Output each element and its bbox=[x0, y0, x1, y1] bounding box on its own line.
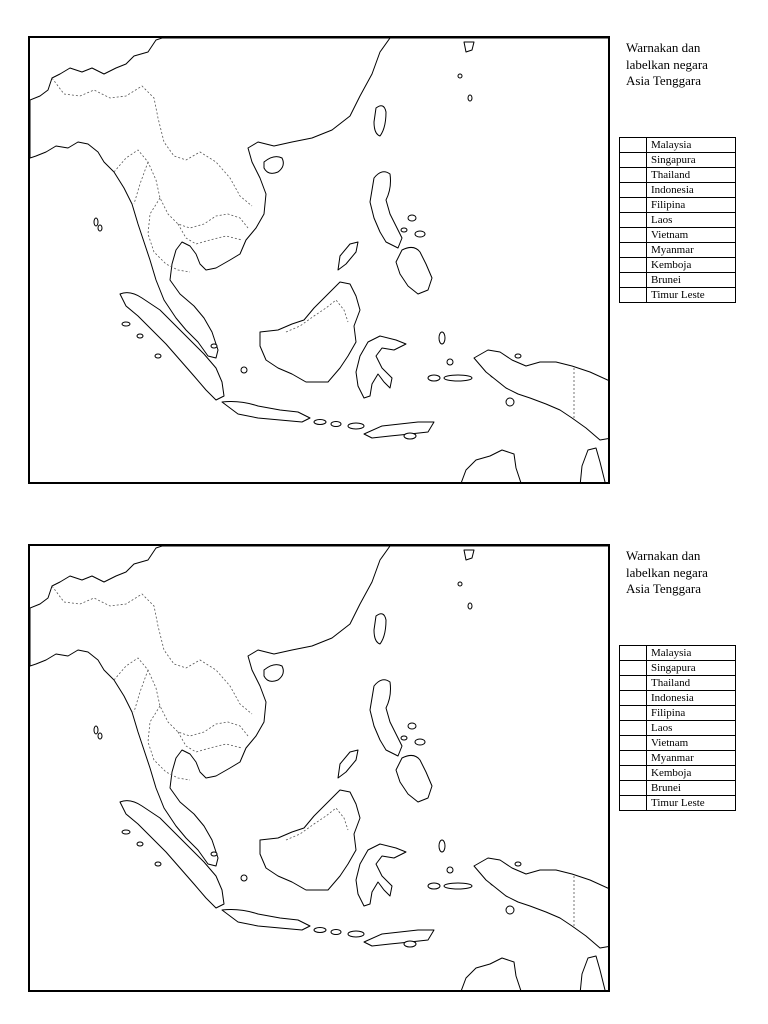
colour-box bbox=[620, 138, 647, 153]
country-name: Filipina bbox=[647, 706, 736, 721]
country-name: Malaysia bbox=[647, 646, 736, 661]
map-frame bbox=[28, 544, 610, 992]
country-name: Brunei bbox=[647, 273, 736, 288]
colour-box bbox=[620, 243, 647, 258]
table-row bbox=[620, 138, 736, 153]
worksheet-1 bbox=[0, 36, 768, 496]
table-row bbox=[620, 153, 736, 168]
instruction-text: Warnakan dan labelkan negara Asia Tenggara bbox=[626, 40, 708, 88]
country-label-table bbox=[619, 137, 736, 303]
colour-box bbox=[620, 691, 647, 706]
country-name: Indonesia bbox=[647, 691, 736, 706]
table-row bbox=[620, 766, 736, 781]
country-name: Thailand bbox=[647, 168, 736, 183]
table-row bbox=[620, 736, 736, 751]
table-row bbox=[620, 721, 736, 736]
colour-box bbox=[620, 661, 647, 676]
country-name: Kemboja bbox=[647, 258, 736, 273]
colour-box bbox=[620, 153, 647, 168]
country-name: Brunei bbox=[647, 781, 736, 796]
table-row bbox=[620, 676, 736, 691]
colour-box bbox=[620, 736, 647, 751]
colour-box bbox=[620, 228, 647, 243]
table-row bbox=[620, 168, 736, 183]
colour-box bbox=[620, 198, 647, 213]
country-name: Vietnam bbox=[647, 228, 736, 243]
table-row bbox=[620, 706, 736, 721]
table-row bbox=[620, 646, 736, 661]
country-name: Malaysia bbox=[647, 138, 736, 153]
instruction-text: Warnakan dan labelkan negara Asia Tenggara bbox=[626, 548, 708, 596]
colour-box bbox=[620, 796, 647, 811]
country-name: Filipina bbox=[647, 198, 736, 213]
colour-box bbox=[620, 676, 647, 691]
colour-box bbox=[620, 273, 647, 288]
table-row bbox=[620, 258, 736, 273]
table-row bbox=[620, 228, 736, 243]
table-row bbox=[620, 691, 736, 706]
table-row bbox=[620, 243, 736, 258]
table-row bbox=[620, 273, 736, 288]
country-name: Timur Leste bbox=[647, 796, 736, 811]
country-label-table bbox=[619, 645, 736, 811]
table-row bbox=[620, 796, 736, 811]
colour-box bbox=[620, 706, 647, 721]
southeast-asia-outline-map bbox=[30, 38, 610, 484]
table-row bbox=[620, 183, 736, 198]
table-row bbox=[620, 213, 736, 228]
table-row bbox=[620, 198, 736, 213]
map-frame bbox=[28, 36, 610, 484]
country-name: Myanmar bbox=[647, 751, 736, 766]
country-name: Laos bbox=[647, 721, 736, 736]
table-row bbox=[620, 751, 736, 766]
colour-box bbox=[620, 766, 647, 781]
colour-box bbox=[620, 721, 647, 736]
table-row bbox=[620, 661, 736, 676]
colour-box bbox=[620, 258, 647, 273]
country-name: Myanmar bbox=[647, 243, 736, 258]
table-row bbox=[620, 781, 736, 796]
colour-box bbox=[620, 183, 647, 198]
colour-box bbox=[620, 213, 647, 228]
country-name: Indonesia bbox=[647, 183, 736, 198]
country-name: Laos bbox=[647, 213, 736, 228]
colour-box bbox=[620, 646, 647, 661]
colour-box bbox=[620, 781, 647, 796]
country-name: Singapura bbox=[647, 661, 736, 676]
table-row bbox=[620, 288, 736, 303]
southeast-asia-outline-map bbox=[30, 546, 610, 992]
country-name: Singapura bbox=[647, 153, 736, 168]
country-name: Kemboja bbox=[647, 766, 736, 781]
country-name: Vietnam bbox=[647, 736, 736, 751]
country-name: Timur Leste bbox=[647, 288, 736, 303]
colour-box bbox=[620, 288, 647, 303]
colour-box bbox=[620, 751, 647, 766]
country-name: Thailand bbox=[647, 676, 736, 691]
worksheet-2 bbox=[0, 544, 768, 1004]
colour-box bbox=[620, 168, 647, 183]
